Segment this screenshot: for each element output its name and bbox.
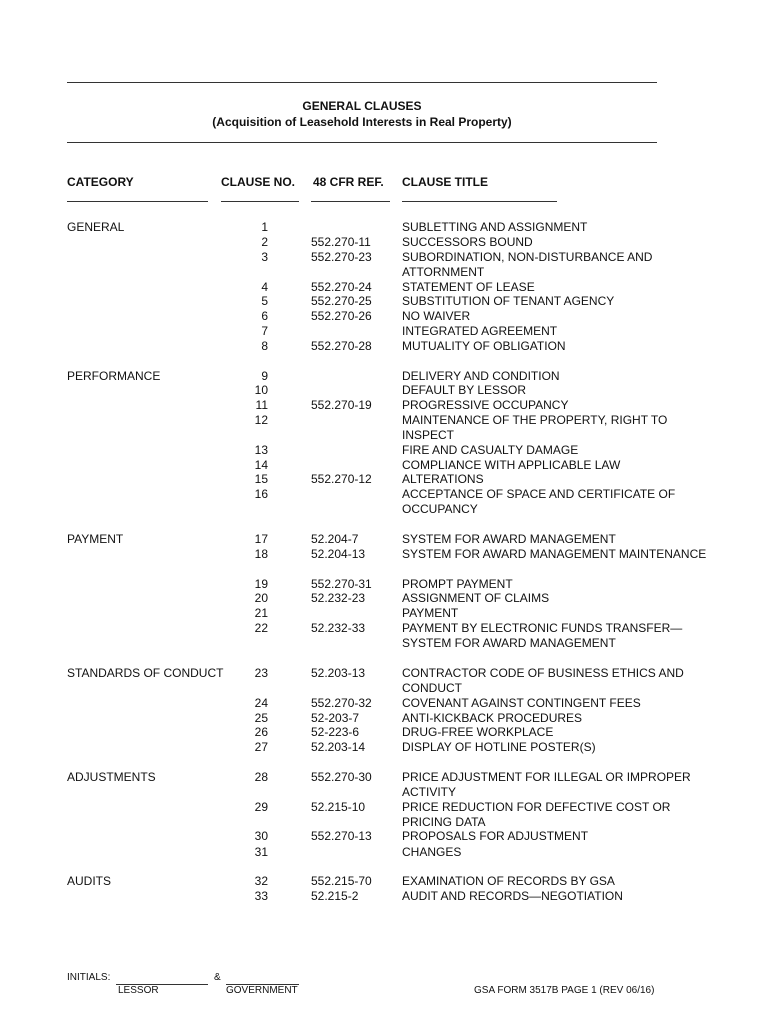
clause-title: SUBORDINATION, NON-DISTURBANCE AND ATTORNMENT <box>402 250 653 279</box>
clause-title: PRICE ADJUSTMENT FOR ILLEGAL OR IMPROPER ACTIVITY <box>402 770 691 799</box>
cfr-reference: 552.215-70 <box>311 874 372 888</box>
cfr-reference: 552.270-11 <box>311 235 371 249</box>
form-identifier: GSA FORM 3517B PAGE 1 (REV 06/16) <box>474 985 655 996</box>
clause-title: MAINTENANCE OF THE PROPERTY, RIGHT TO INSPECT <box>402 413 668 442</box>
clause-number: 25 <box>254 711 268 725</box>
clause-number: 2 <box>261 235 268 249</box>
clause-number: 9 <box>261 369 268 383</box>
clause-number: 28 <box>254 770 268 784</box>
column-header-clause-title: CLAUSE TITLE <box>402 175 488 189</box>
clause-number: 12 <box>254 413 268 427</box>
clause-title: ACCEPTANCE OF SPACE AND CERTIFICATE OF OCCUPANCY <box>402 487 676 516</box>
clause-title: AUDIT AND RECORDS—NEGOTIATION <box>402 889 623 903</box>
cfr-reference: 52.215-10 <box>311 800 366 814</box>
clause-number: 7 <box>261 324 268 338</box>
clause-number: 27 <box>254 740 268 754</box>
clause-number: 4 <box>261 280 268 294</box>
clause-title: SUBLETTING AND ASSIGNMENT <box>402 220 588 234</box>
clause-title: PAYMENT BY ELECTRONIC FUNDS TRANSFER—SYSTEM FOR AWARD MANAGEMENT <box>402 621 683 650</box>
lessor-label: LESSOR <box>118 985 159 996</box>
cfr-reference: 552.270-31 <box>311 577 372 591</box>
cfr-reference: 52-223-6 <box>311 725 360 739</box>
clause-number: 8 <box>261 339 268 353</box>
column-header-cfr-ref: 48 CFR REF. <box>313 175 384 189</box>
clause-number: 6 <box>261 309 268 323</box>
top-rule <box>67 82 657 83</box>
clause-title: DISPLAY OF HOTLINE POSTER(S) <box>402 740 596 754</box>
clause-number: 3 <box>261 250 268 264</box>
clause-title: ALTERATIONS <box>402 472 484 486</box>
clause-number: 17 <box>254 532 268 546</box>
clause-number: 1 <box>261 220 268 234</box>
clause-number: 15 <box>254 472 268 486</box>
initials-label: INITIALS: <box>67 972 111 983</box>
column-header-clause-no: CLAUSE NO. <box>221 175 296 189</box>
cfr-reference: 552.270-32 <box>311 696 372 710</box>
clause-title: COVENANT AGAINST CONTINGENT FEES <box>402 696 641 710</box>
clause-title: PROPOSALS FOR ADJUSTMENT <box>402 829 589 843</box>
clause-number: 21 <box>254 606 268 620</box>
clause-number: 20 <box>254 591 268 605</box>
clause-title: DEFAULT BY LESSOR <box>402 383 527 397</box>
clause-number: 22 <box>254 621 268 635</box>
category-label: STANDARDS OF CONDUCT <box>67 666 224 680</box>
cfr-reference: 52.215-2 <box>311 889 359 903</box>
clause-title: STATEMENT OF LEASE <box>402 280 535 294</box>
clause-title: SUBSTITUTION OF TENANT AGENCY <box>402 294 615 308</box>
clause-number: 30 <box>254 829 268 843</box>
cfr-reference: 552.270-12 <box>311 472 372 486</box>
ampersand: & <box>214 972 221 983</box>
cfr-reference: 552.270-25 <box>311 294 372 308</box>
clause-number: 13 <box>254 443 268 457</box>
clause-number: 11 <box>255 398 268 412</box>
title-bottom-rule <box>67 142 657 143</box>
clause-title: NO WAIVER <box>402 309 471 323</box>
cfr-reference: 52-203-7 <box>311 711 360 725</box>
column-header-category: CATEGORY <box>67 175 134 189</box>
column-underline-clause-title <box>402 201 557 202</box>
page-title: GENERAL CLAUSES <box>302 99 422 113</box>
clause-number: 16 <box>254 487 268 501</box>
cfr-reference: 552.270-19 <box>311 398 372 412</box>
clause-number: 31 <box>254 845 268 859</box>
clause-title: PAYMENT <box>402 606 459 620</box>
clause-number: 14 <box>254 458 268 472</box>
category-label: ADJUSTMENTS <box>67 770 156 784</box>
clause-number: 5 <box>261 294 268 308</box>
clause-number: 19 <box>254 577 268 591</box>
clause-title: COMPLIANCE WITH APPLICABLE LAW <box>402 458 621 472</box>
clause-number: 18 <box>254 547 268 561</box>
cfr-reference: 552.270-23 <box>311 250 372 264</box>
category-label: PAYMENT <box>67 532 124 546</box>
category-label: AUDITS <box>67 874 112 888</box>
clause-number: 33 <box>254 889 268 903</box>
clause-title: MUTUALITY OF OBLIGATION <box>402 339 566 353</box>
cfr-reference: 552.270-26 <box>311 309 372 323</box>
clause-title: PRICE REDUCTION FOR DEFECTIVE COST OR PRICING DATA <box>402 800 671 829</box>
clause-title: SYSTEM FOR AWARD MANAGEMENT <box>402 532 616 546</box>
cfr-reference: 552.270-30 <box>311 770 372 784</box>
cfr-reference: 52.232-23 <box>311 591 366 605</box>
cfr-reference: 52.203-14 <box>311 740 366 754</box>
government-label: GOVERNMENT <box>226 985 298 996</box>
cfr-reference: 552.270-13 <box>311 829 372 843</box>
category-label: PERFORMANCE <box>67 369 161 383</box>
clause-title: SYSTEM FOR AWARD MANAGEMENT MAINTENANCE <box>402 547 707 561</box>
clause-title: DRUG-FREE WORKPLACE <box>402 725 554 739</box>
cfr-reference: 552.270-24 <box>311 280 372 294</box>
clause-title: ASSIGNMENT OF CLAIMS <box>402 591 550 605</box>
category-label: GENERAL <box>67 220 125 234</box>
clause-title: CONTRACTOR CODE OF BUSINESS ETHICS AND CONDUCT <box>402 666 684 695</box>
clause-title: INTEGRATED AGREEMENT <box>402 324 558 338</box>
column-underline-clause-no <box>221 201 299 202</box>
column-underline-cfr-ref <box>311 201 390 202</box>
clause-title: DELIVERY AND CONDITION <box>402 369 560 383</box>
clause-title: EXAMINATION OF RECORDS BY GSA <box>402 874 615 888</box>
clause-number: 32 <box>254 874 268 888</box>
clause-number: 26 <box>254 725 268 739</box>
clause-number: 10 <box>254 383 268 397</box>
clause-title: PROGRESSIVE OCCUPANCY <box>402 398 569 412</box>
clause-title: ANTI-KICKBACK PROCEDURES <box>402 711 583 725</box>
clause-number: 24 <box>254 696 268 710</box>
clause-title: SUCCESSORS BOUND <box>402 235 533 249</box>
cfr-reference: 52.232-33 <box>311 621 366 635</box>
clause-number: 23 <box>254 666 268 680</box>
cfr-reference: 552.270-28 <box>311 339 372 353</box>
clause-title: PROMPT PAYMENT <box>402 577 513 591</box>
cfr-reference: 52.204-7 <box>311 532 359 546</box>
clause-title: CHANGES <box>402 845 462 859</box>
cfr-reference: 52.203-13 <box>311 666 366 680</box>
clause-title: FIRE AND CASUALTY DAMAGE <box>402 443 579 457</box>
clause-number: 29 <box>254 800 268 814</box>
page-subtitle: (Acquisition of Leasehold Interests in Real Property) <box>212 115 512 129</box>
cfr-reference: 52.204-13 <box>311 547 366 561</box>
column-underline-category <box>67 201 208 202</box>
